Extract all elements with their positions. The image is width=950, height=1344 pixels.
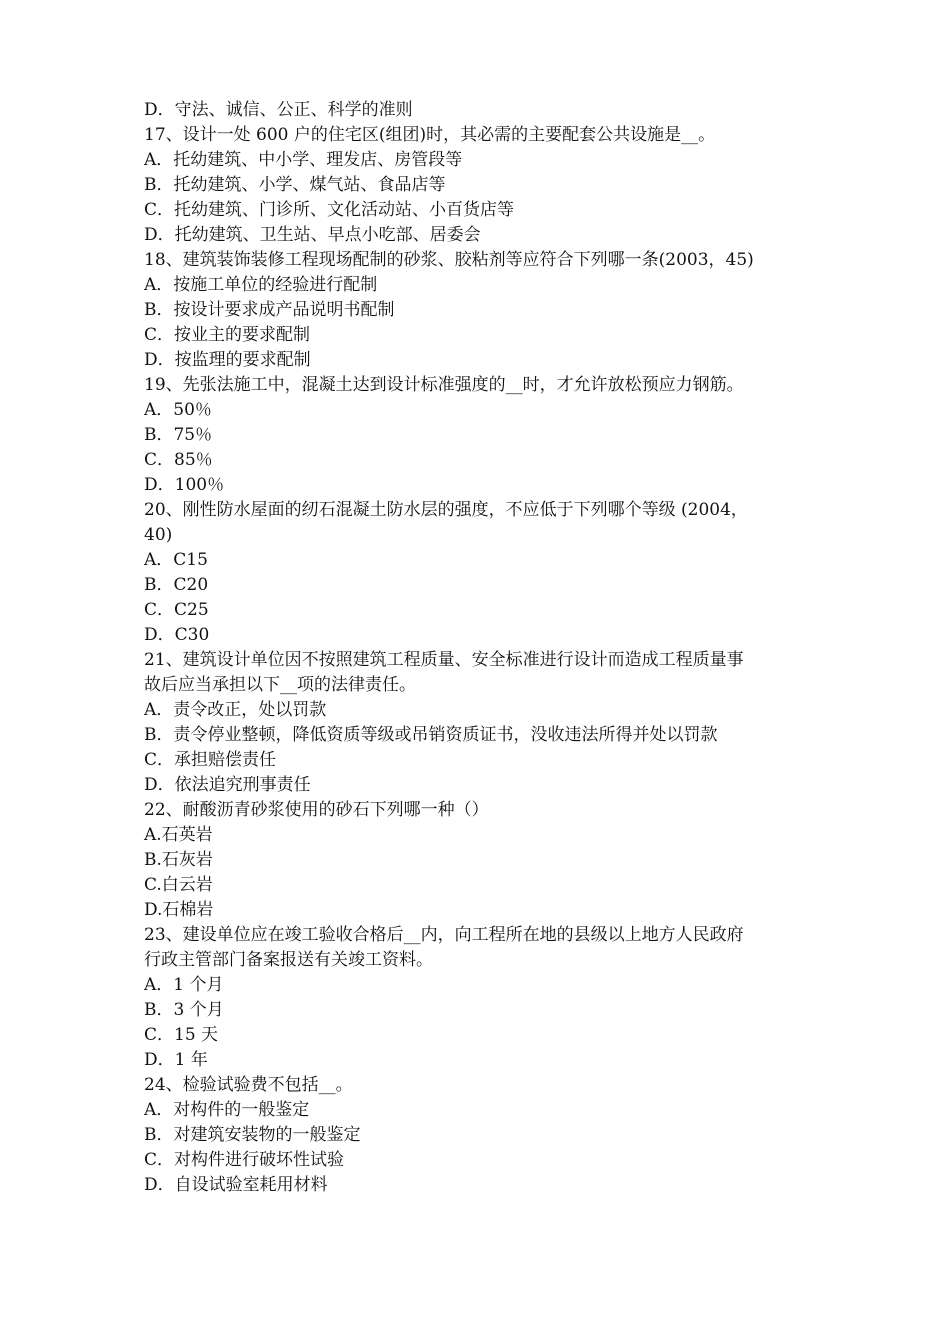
option-c: C．15 天 <box>144 1025 219 1045</box>
option-b: B.石灰岩 <box>144 850 213 870</box>
question-17: 17、设计一处 600 户的住宅区(组团)时，其必需的主要配套公共设施是__。 <box>144 125 716 145</box>
question-21-continued: 故后应当承担以下__项的法律责任。 <box>144 675 416 695</box>
option-b: B．托幼建筑、小学、煤气站、食品店等 <box>144 175 446 195</box>
option-d: D．C30 <box>144 625 210 645</box>
option-d: D．自设试验室耗用材料 <box>144 1175 328 1195</box>
option-d: D．托幼建筑、卫生站、早点小吃部、居委会 <box>144 225 481 245</box>
option-a: A．托幼建筑、中小学、理发店、房管段等 <box>144 150 463 170</box>
option-d: D．1 年 <box>144 1050 208 1070</box>
option-a: A．50％ <box>144 400 212 420</box>
option-c: C．承担赔偿责任 <box>144 750 277 770</box>
option-c: C．C25 <box>144 600 209 620</box>
option-a: A.石英岩 <box>144 825 213 845</box>
option-d: D．按监理的要求配制 <box>144 350 311 370</box>
option-a: A．按施工单位的经验进行配制 <box>144 275 378 295</box>
option-a: A．C15 <box>144 550 208 570</box>
option-b: B．3 个月 <box>144 1000 224 1020</box>
option-a: A．对构件的一般鉴定 <box>144 1100 310 1120</box>
question-18: 18、建筑装饰装修工程现场配制的砂浆、胶粘剂等应符合下列哪一条(2003，45) <box>144 250 754 270</box>
option-d: D．100％ <box>144 475 225 495</box>
document-page <box>144 98 814 1198</box>
option-b: B．按设计要求成产品说明书配制 <box>144 300 395 320</box>
option-b: B．75％ <box>144 425 213 445</box>
question-19: 19、先张法施工中，混凝土达到设计标准强度的__时，才允许放松预应力钢筋。 <box>144 375 744 395</box>
option-a: A．1 个月 <box>144 975 224 995</box>
question-20: 20、刚性防水屋面的纫石混凝土防水层的强度，不应低于下列哪个等级 (2004， <box>144 500 748 520</box>
option-d: D.石棉岩 <box>144 900 214 920</box>
option-c: C.白云岩 <box>144 875 213 895</box>
question-21: 21、建筑设计单位因不按照建筑工程质量、安全标准进行设计而造成工程质量事 <box>144 650 744 670</box>
option-b: B．对建筑安装物的一般鉴定 <box>144 1125 361 1145</box>
option-c: C．按业主的要求配制 <box>144 325 311 345</box>
question-23-continued: 行政主管部门备案报送有关竣工资料。 <box>144 950 433 970</box>
text-line: D．守法、诚信、公正、科学的准则 <box>144 100 413 120</box>
question-23: 23、建设单位应在竣工验收合格后__内，向工程所在地的县级以上地方人民政府 <box>144 925 744 945</box>
question-22: 22、耐酸沥青砂浆使用的砂石下列哪一种（） <box>144 800 489 820</box>
option-c: C．对构件进行破坏性试验 <box>144 1150 345 1170</box>
option-b: B．C20 <box>144 575 209 595</box>
option-c: C．85％ <box>144 450 213 470</box>
option-d: D．依法追究刑事责任 <box>144 775 311 795</box>
option-b: B．责令停业整顿，降低资质等级或吊销资质证书，没收违法所得并处以罚款 <box>144 725 718 745</box>
question-20-continued: 40) <box>144 525 173 545</box>
option-a: A．责令改正，处以罚款 <box>144 700 327 720</box>
question-24: 24、检验试验费不包括__。 <box>144 1075 353 1095</box>
option-c: C．托幼建筑、门诊所、文化活动站、小百货店等 <box>144 200 515 220</box>
